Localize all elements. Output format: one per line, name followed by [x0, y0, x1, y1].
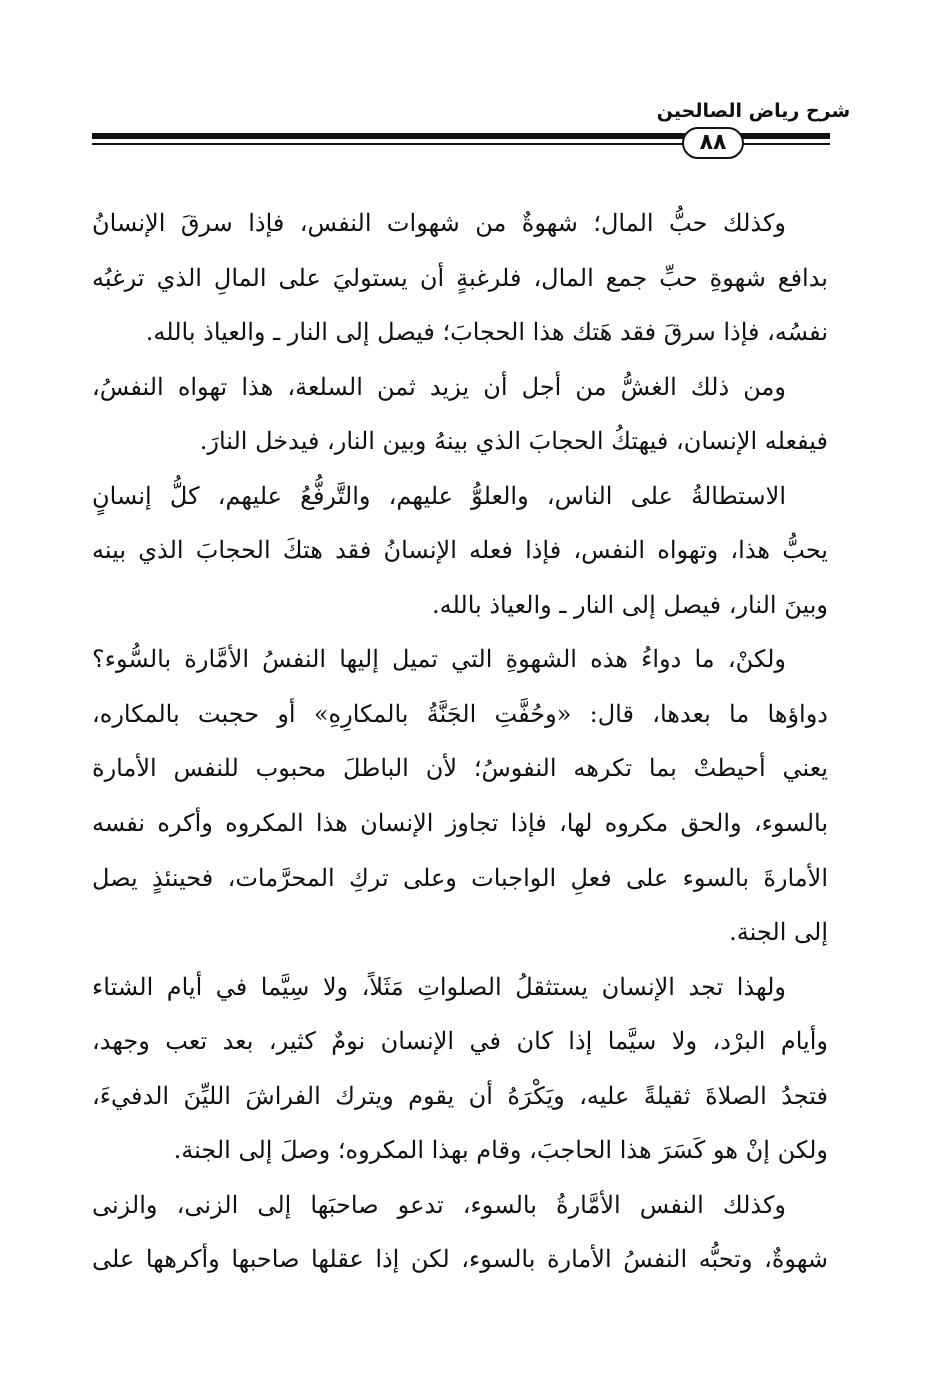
text-line: نفسُه، فإذا سرقَ فقد هَتك هذا الحجابَ؛ فيصل إلى النار ـ والعياذ بالله. — [145, 318, 828, 347]
text-line: فتجدُ الصلاةَ ثقيلةً عليه، ويَكْرَهُ أن يقوم ويترك الفراشَ الليِّنَ الدفيءَ، — [92, 1081, 828, 1110]
text-line: ومن ذلك الغشُّ من أجل أن يزيد ثمن السلعة، هذا تهواه النفسُ، — [92, 372, 786, 401]
text-line: ولكن إنْ هو كَسَرَ هذا الحاجبَ، وقام بهذا المكروه؛ وصلَ إلى الجنة. — [173, 1136, 828, 1165]
text-line: وبينَ النار، فيصل إلى النار ـ والعياذ بالله. — [431, 590, 828, 619]
text-line: ولكنْ، ما دواءُ هذه الشهوةِ التي تميل إليها النفسُ الأمَّارة بالسُّوء؟ — [92, 645, 786, 674]
text-body — [92, 196, 828, 1287]
text-line: وأيام البرْد، ولا سيَّما إذا كان في الإنسان نومٌ كثير، بعد تعب وجهد، — [92, 1027, 828, 1056]
text-line: فيفعله الإنسان، فيهتكُ الحجابَ الذي بينهُ وبين النار، فيدخل النارَ. — [199, 427, 828, 456]
text-line: دواؤها ما بعدها، قال: «وحُفَّتِ الجَنَّةُ بالمكارِهِ» أو حجبت بالمكاره، — [92, 699, 828, 728]
text-line: وكذلك حبُّ المال؛ شهوةٌ من شهوات النفس، فإذا سرقَ الإنسانُ — [92, 209, 786, 237]
page-number-badge: ٨٨ — [682, 127, 744, 159]
text-line: ولهذا تجد الإنسان يستثقلُ الصلواتِ مَثَلاً، ولا سِيَّما في أيام الشتاء — [92, 972, 786, 1001]
text-line: الأمارةَ بالسوء على فعلِ الواجبات وعلى تركِ المحرَّمات، فحينئذٍ يصل — [92, 863, 828, 892]
text-line: الاستطالةُ على الناس، والعلوُّ عليهم، والتَّرفُّعُ عليهم، كلُّ إنسانٍ — [92, 481, 786, 510]
text-line: يحبُّ هذا، وتهواه النفس، فإذا فعله الإنسانُ فقد هتكَ الحجابَ الذي بينه — [92, 536, 828, 565]
text-line: بدافع شهوةِ حبِّ جمع المال، فلرغبةٍ أن يستوليَ على المالِ الذي ترغبُه — [92, 263, 828, 292]
running-title: شرح رياض الصالحين — [656, 100, 851, 122]
text-line: يعني أحيطتْ بما تكرهه النفوسُ؛ لأن الباطلَ محبوب للنفس الأمارة — [92, 754, 828, 783]
text-line: وكذلك النفس الأمَّارةُ بالسوء، تدعو صاحبَها إلى الزنى، والزنى — [92, 1190, 786, 1219]
text-line: شهوةٌ، وتحبُّه النفسُ الأمارة بالسوء، لكن إذا عقلها صاحبها وأكرهها على — [92, 1245, 828, 1274]
text-line: بالسوء، والحق مكروه لها، فإذا تجاوز الإنسان هذا المكروه وأكره نفسه — [92, 809, 828, 838]
text-line: إلى الجنة. — [729, 918, 828, 947]
